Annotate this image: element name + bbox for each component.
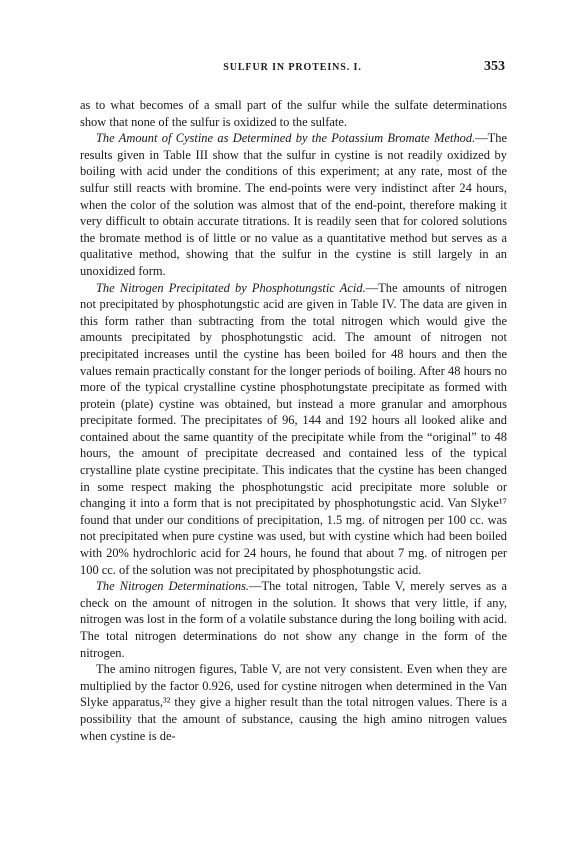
section-heading: The Amount of Cystine as Determined by the Potassium Bromate Method. [96,131,476,146]
paragraph-text: as to what becomes of a small part of the sulfur while the sulfate determinations show that none of the sulfur is oxidized to the sulfate. [80,98,507,129]
paragraph-text: —The amounts of nitrogen not precipitated by phosphotungstic acid are given in Table IV. The data are given in this form rather than subtracting from the total nitrogen which would give the amounts precipitated by phosphotungstic acid. The amount of nitrogen not precipitated increases until the cystine has been boiled for 48 hours and then the values remain practically constant for the longer periods of boiling. After 48 hours no more of the typical crystalline cystine phosphotungstate precipitate as formed with protein (plate) cystine was obtained, but instead a more granular and amorphous precipitate formed. The precipitates of 96, 144 and 192 hours all looked alike and contained about the same quantity of the precipitate while from the “original” to 48 hours, the amount of precipitate decreased and contained less of the typical crystalline plate cystine precipitate. This indicates that the cystine has been changed in some respect making the phosphotungstic acid precipitate more soluble or changing it into a form that is not precipitated by phosphotungstic acid. Van Slyke¹⁷ found that under our conditions of precipitation, 1.5 mg. of nitrogen per 100 cc. was not precipitated when pure cystine was used, but with cystine which had been boiled with 20% hydrochloric acid for 24 hours, he found that about 7 mg. of nitrogen per 100 cc. of the solution was not precipitated by phosphotungstic acid. [80,280,507,577]
running-head: SULFUR IN PROTEINS. I. [223,62,362,73]
paragraph-nitrogen-determinations [80,578,507,661]
paragraph-nitrogen-precipitated [80,280,507,579]
body-text [80,97,507,744]
page-header [80,59,505,78]
page-number: 353 [484,59,505,74]
section-heading: The Nitrogen Determinations. [96,579,250,594]
paragraph-cystine-bromate [80,130,507,279]
paragraph-text: —The results given in Table III show that the sulfur in cystine is not readily oxidized by boiling with acid under the conditions of this experiment; at any rate, most of the sulfur still reacts with bromine. The end-points were very indistinct after 24 hours, when the color of the solution was almost that of the end-point, therefore making it very difficult to obtain accurate titrations. It is readily seen that for colored solutions the bromate method is of little or no value as a quantitative method but serves as a qualitative method, showing that the sulfur in the cystine is still largely in an unoxidized form. [80,131,507,278]
paragraph-text: The amino nitrogen figures, Table V, are not very consistent. Even when they are multiplied by the factor 0.926, used for cystine nitrogen when determined in the Van Slyke apparatus,³² they give a higher result than the total nitrogen values. There is a possibility that the amount of substance, causing the high amino nitrogen values when cystine is de- [80,662,507,743]
paragraph-amino-nitrogen [80,661,507,744]
paragraph-continuation [80,97,507,130]
section-heading: The Nitrogen Precipitated by Phosphotungstic Acid. [96,280,366,295]
paragraph-text: —The total nitrogen, Table V, merely serves as a check on the amount of nitrogen in the solution. It shows that very little, if any, nitrogen was lost in the form of a volatile substance during the long boiling with acid. The total nitrogen determinations do not show any change in the form of the nitrogen. [80,579,507,660]
